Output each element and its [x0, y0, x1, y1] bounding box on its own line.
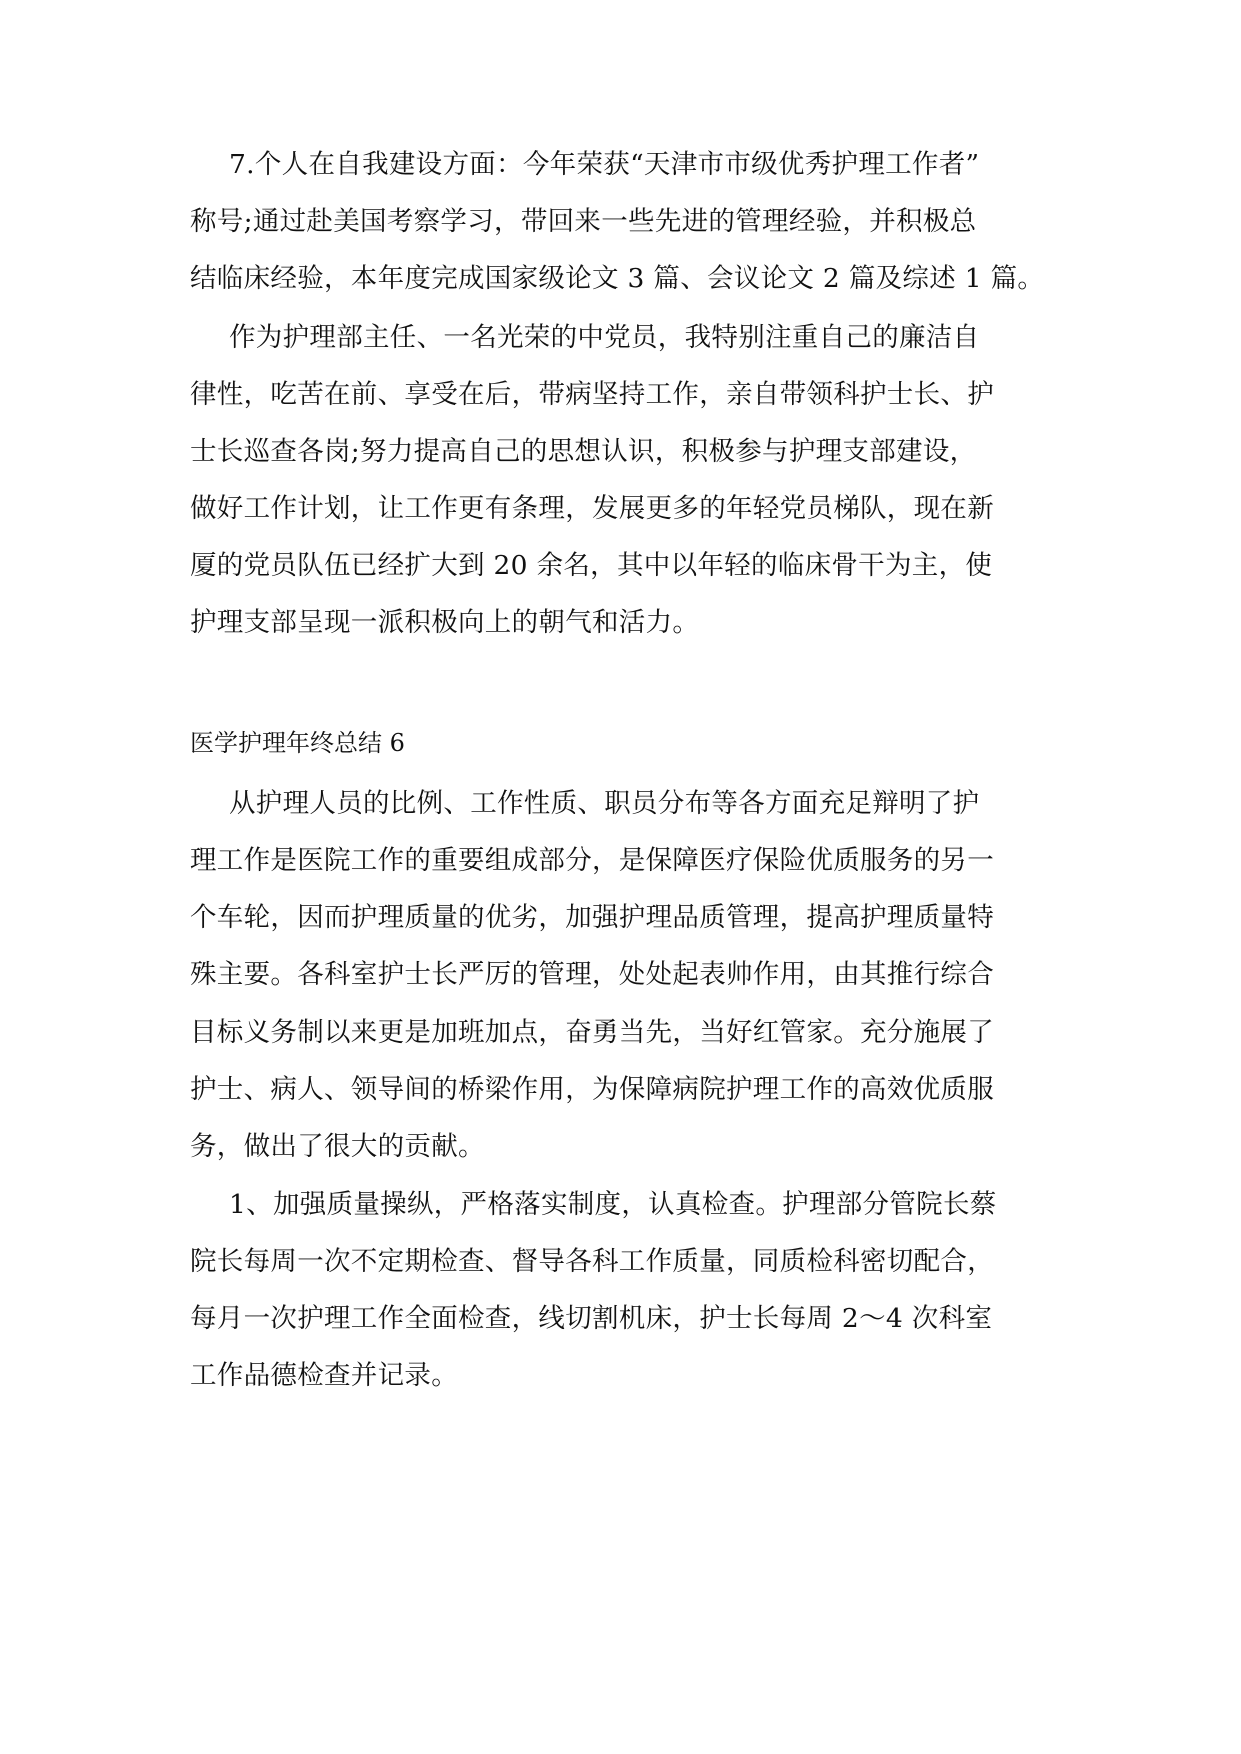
paragraph-line: 称号;通过赴美国考察学习，带回来一些先进的管理经验，并积极总 [190, 206, 977, 237]
paragraph-line: 7.个人在自我建设方面：今年荣获“天津市市级优秀护理工作者” [229, 149, 980, 180]
paragraph-line: 个车轮，因而护理质量的优劣，加强护理品质管理，提高护理质量特 [190, 902, 994, 933]
paragraph-line: 律性，吃苦在前、享受在后，带病坚持工作，亲自带领科护士长、护 [190, 379, 994, 410]
paragraph-line: 护士、病人、领导间的桥梁作用，为保障病院护理工作的高效优质服 [190, 1074, 994, 1105]
paragraph-line: 士长巡查各岗;努力提高自己的思想认识，积极参与护理支部建设， [190, 436, 977, 467]
paragraph-line: 从护理人员的比例、工作性质、职员分布等各方面充足辩明了护 [229, 788, 980, 819]
paragraph-line: 院长每周一次不定期检查、督导各科工作质量，同质检科密切配合， [190, 1246, 994, 1277]
paragraph-line: 每月一次护理工作全面检查，线切割机床，护士长每周 2～4 次科室 [190, 1303, 993, 1334]
paragraph-line: 目标义务制以来更是加班加点，奋勇当先，当好红管家。充分施展了 [190, 1017, 994, 1048]
paragraph-line: 务，做出了很大的贡献。 [190, 1131, 485, 1162]
paragraph-line: 厦的党员队伍已经扩大到 20 余名，其中以年轻的临床骨干为主，使 [190, 550, 993, 581]
paragraph-line: 殊主要。各科室护士长严厉的管理，处处起表帅作用，由其推行综合 [190, 959, 994, 990]
paragraph-line: 作为护理部主任、一名光荣的中党员，我特别注重自己的廉洁自 [229, 322, 980, 353]
paragraph-line: 工作品德检查并记录。 [190, 1360, 458, 1391]
paragraph-line: 理工作是医院工作的重要组成部分，是保障医疗保险优质服务的另一 [190, 845, 994, 876]
paragraph-line: 护理支部呈现一派积极向上的朝气和活力。 [190, 607, 700, 638]
section-heading: 医学护理年终总结 6 [190, 729, 405, 757]
paragraph-line: 做好工作计划，让工作更有条理，发展更多的年轻党员梯队，现在新 [190, 493, 994, 524]
paragraph-line: 结临床经验，本年度完成国家级论文 3 篇、会议论文 2 篇及综述 1 篇。 [190, 263, 1045, 294]
paragraph-line: 1、加强质量操纵，严格落实制度，认真检查。护理部分管院长蔡 [229, 1189, 997, 1220]
